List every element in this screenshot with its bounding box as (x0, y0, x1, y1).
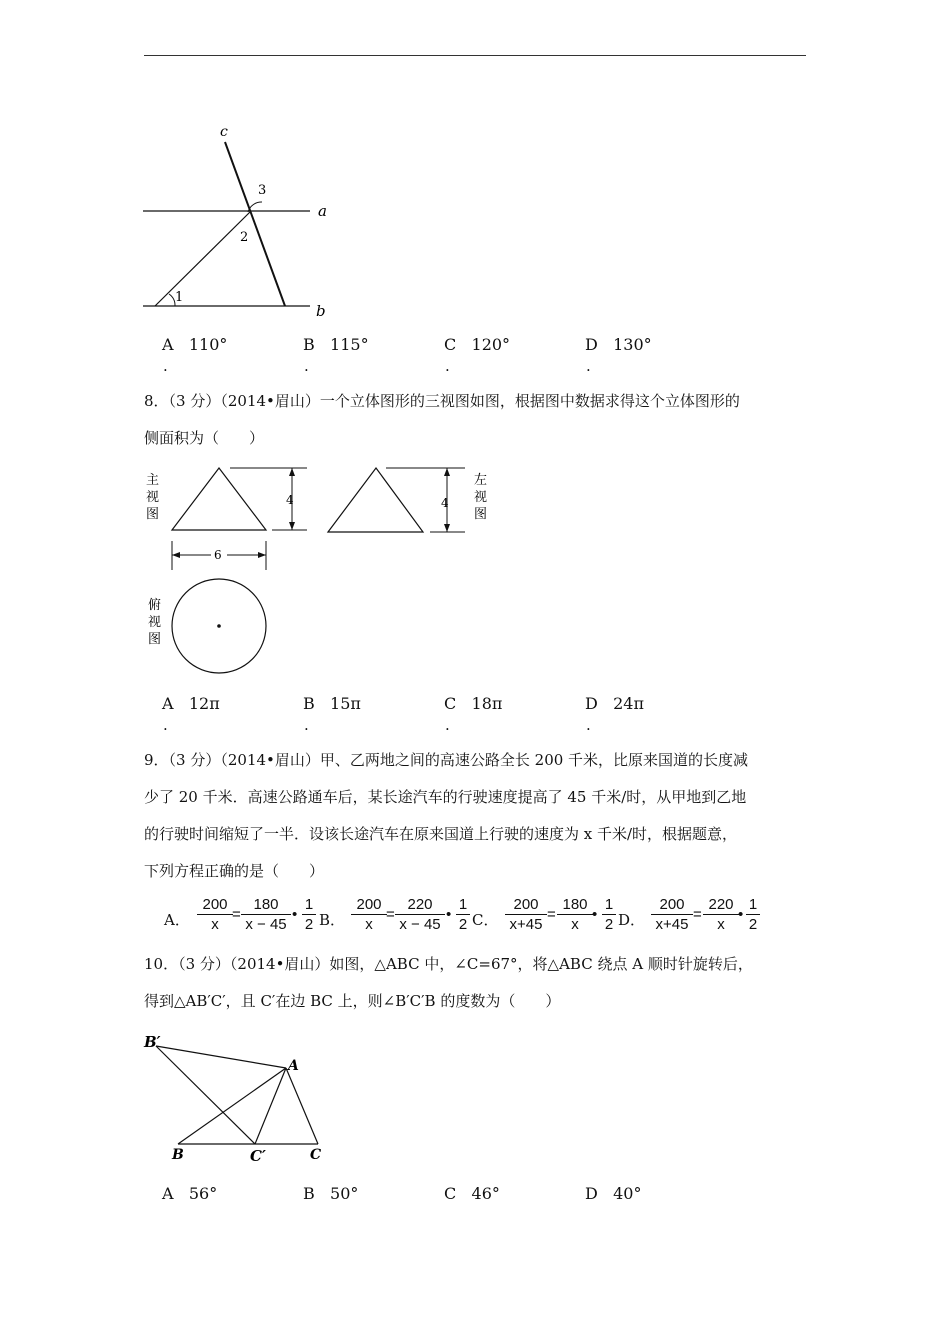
side-view-char: 图 (474, 507, 488, 522)
q8-option-d[interactable]: D 24π (585, 694, 644, 713)
q8-option-c[interactable]: C 18π (444, 694, 503, 713)
q8-width-label: 6 (214, 548, 222, 562)
side-view-char: 左 (474, 473, 488, 488)
q9-a-frac3: $\frac{1}{2}$ (302, 896, 316, 935)
q10-option-b[interactable]: B 50° (303, 1184, 359, 1203)
q9-stem-line3: 的行驶时间缩短了一半．设该长途汽车在原来国道上行驶的速度为 x 千米/时，根据题意， (144, 825, 738, 843)
option-dot: . (304, 716, 309, 734)
option-dot: . (163, 716, 168, 734)
q8-stem-line2: 侧面积为（ ） (144, 429, 265, 447)
q8-height-label: 4 (286, 493, 294, 507)
top-view-char: 俯 (148, 598, 162, 613)
q9-c-frac2: $\frac{180}{x}$ (557, 896, 593, 935)
q10-option-c[interactable]: C 46° (444, 1184, 500, 1203)
option-dot: . (304, 357, 309, 375)
q9-option-d-letter[interactable]: D． (618, 911, 646, 929)
q7-angle-1: 1 (175, 290, 184, 305)
option-dot: . (586, 357, 591, 375)
equals-sign: = (547, 906, 556, 923)
option-dot: . (586, 716, 591, 734)
q10-label-cprime: C′ (250, 1147, 266, 1165)
q7-option-d[interactable]: D 130° (585, 335, 652, 354)
q7-label-a: a (318, 202, 327, 220)
dot-operator: • (592, 906, 598, 923)
option-dot: . (445, 716, 450, 734)
dot-operator: • (292, 906, 298, 923)
option-dot: . (163, 357, 168, 375)
q10-stem-line2: 得到△AB′C′，且 C′在边 BC 上，则∠B′C′B 的度数为（ ） (144, 992, 561, 1010)
q9-a-frac1: $\frac{200}{x}$ (197, 896, 233, 935)
top-view-char: 视 (148, 615, 162, 630)
q10-label-bprime: B′ (144, 1033, 161, 1051)
front-view-char: 主 (146, 473, 160, 488)
q9-d-frac3: $\frac{1}{2}$ (746, 896, 760, 935)
q9-stem-line4: 下列方程正确的是（ ） (144, 862, 325, 880)
q10-stem-line1: 10．（3 分）（2014•眉山）如图，△ABC 中，∠C=67°，将△ABC 绕点 A 顺时针旋转后， (144, 955, 753, 973)
option-dot: . (445, 357, 450, 375)
equals-sign: = (232, 906, 241, 923)
q9-stem-line1: 9．（3 分）（2014•眉山）甲、乙两地之间的高速公路全长 200 千米，比原来国道的长度减 (144, 751, 749, 769)
q7-angle-2: 2 (240, 230, 249, 245)
q7-option-c[interactable]: C 120° (444, 335, 511, 354)
top-view-char: 图 (148, 632, 162, 647)
q7-label-c: c (220, 124, 228, 140)
q10-label-b: B (172, 1147, 184, 1163)
q9-b-frac3: $\frac{1}{2}$ (456, 896, 470, 935)
q8-option-a[interactable]: A 12π (162, 694, 220, 713)
equals-sign: = (386, 906, 395, 923)
q9-option-b-letter[interactable]: B． (319, 911, 346, 929)
side-view-char: 视 (474, 490, 488, 505)
q10-label-a: A (288, 1058, 299, 1074)
q10-figure (140, 1030, 340, 1170)
q8-figure (140, 462, 500, 682)
q9-option-c-letter[interactable]: C． (472, 911, 499, 929)
q7-option-a[interactable]: A 110° (162, 335, 228, 354)
dot-operator: • (738, 906, 744, 923)
q9-d-frac1: $\frac{200}{x+45}$ (651, 896, 693, 935)
q9-b-frac1: $\frac{200}{x}$ (351, 896, 387, 935)
q8-stem-line1: 8．（3 分）（2014•眉山）一个立体图形的三视图如图，根据图中数据求得这个立体图形的 (144, 392, 740, 410)
q10-option-a[interactable]: A 56° (162, 1184, 218, 1203)
q10-label-c: C (310, 1147, 322, 1163)
front-view-char: 图 (146, 507, 160, 522)
front-view-char: 视 (146, 490, 160, 505)
q9-a-frac2: $\frac{180}{x - 45}$ (241, 896, 291, 935)
q10-option-d[interactable]: D 40° (585, 1184, 642, 1203)
q9-b-frac2: $\frac{220}{x - 45}$ (395, 896, 445, 935)
q9-d-frac2: $\frac{220}{x}$ (703, 896, 739, 935)
q8-option-b[interactable]: B 15π (303, 694, 361, 713)
q9-c-frac3: $\frac{1}{2}$ (602, 896, 616, 935)
q7-figure (140, 120, 340, 325)
equals-sign: = (693, 906, 702, 923)
q7-option-b[interactable]: B 115° (303, 335, 369, 354)
q9-c-frac1: $\frac{200}{x+45}$ (505, 896, 547, 935)
q7-label-b: b (316, 302, 326, 320)
q7-angle-3: 3 (258, 183, 267, 198)
q9-stem-line2: 少了 20 千米．高速公路通车后，某长途汽车的行驶速度提高了 45 千米/时，从甲地到乙地 (144, 788, 747, 806)
dot-operator: • (446, 906, 452, 923)
header-rule (144, 55, 806, 56)
q9-option-a-letter[interactable]: A． (164, 911, 190, 929)
q8-height-label-side: 4 (441, 496, 449, 510)
